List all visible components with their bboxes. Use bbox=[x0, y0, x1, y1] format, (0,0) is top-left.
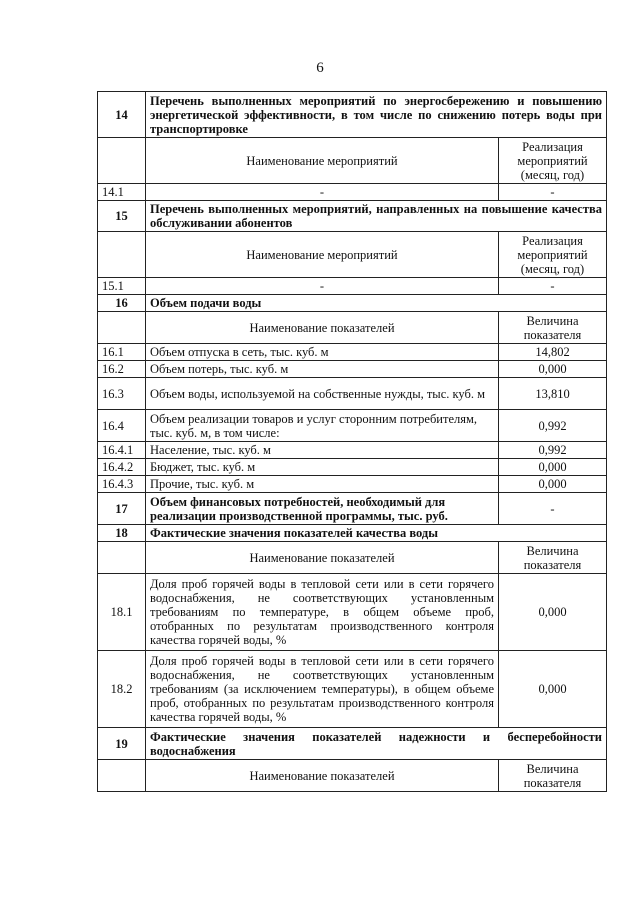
row-number: 16.3 bbox=[98, 378, 146, 410]
section-18-column-header bbox=[98, 542, 607, 574]
row-number: 16.4 bbox=[98, 410, 146, 442]
row-name: Объем реализации товаров и услуг сторонним потребителям, тыс. куб. м, в том числе: bbox=[146, 410, 499, 442]
empty-cell bbox=[98, 760, 146, 792]
row-name: - bbox=[146, 184, 499, 201]
column-header-value: Величина показателя bbox=[499, 760, 607, 792]
section-title: Фактические значения показателей надежности и бесперебойности водоснабжения bbox=[146, 728, 607, 760]
table-row bbox=[98, 184, 607, 201]
row-value: 0,992 bbox=[499, 410, 607, 442]
row-number: 15.1 bbox=[98, 278, 146, 295]
section-16-header bbox=[98, 295, 607, 312]
table-row bbox=[98, 410, 607, 442]
row-number: 16.1 bbox=[98, 344, 146, 361]
column-header-name: Наименование показателей bbox=[146, 312, 499, 344]
section-14-column-header bbox=[98, 138, 607, 184]
row-name: - bbox=[146, 278, 499, 295]
row-value: 14,802 bbox=[499, 344, 607, 361]
table-row bbox=[98, 574, 607, 651]
row-number: 18.1 bbox=[98, 574, 146, 651]
section-title: Объем подачи воды bbox=[146, 295, 607, 312]
column-header-value: Величина показателя bbox=[499, 312, 607, 344]
report-table bbox=[97, 91, 607, 792]
row-name: Доля проб горячей воды в тепловой сети или в сети горячего водоснабжения, не соответствующих установленным требованиям по температуре, в общем объеме проб, отобранных по результатам производственного контроля качества горячей воды, % bbox=[146, 574, 499, 651]
row-number: 16.4.3 bbox=[98, 476, 146, 493]
section-title: Перечень выполненных мероприятий по энергосбережению и повышению энергетической эффективности, в том числе по снижению потерь воды при транспортировке bbox=[146, 92, 607, 138]
section-number: 19 bbox=[98, 728, 146, 760]
section-number: 16 bbox=[98, 295, 146, 312]
table-row bbox=[98, 442, 607, 459]
table-row bbox=[98, 344, 607, 361]
section-value: - bbox=[499, 493, 607, 525]
table-row bbox=[98, 361, 607, 378]
section-18-header bbox=[98, 525, 607, 542]
section-number: 17 bbox=[98, 493, 146, 525]
table-row bbox=[98, 278, 607, 295]
section-16-column-header bbox=[98, 312, 607, 344]
row-value: - bbox=[499, 278, 607, 295]
section-title: Перечень выполненных мероприятий, направленных на повышение качества обслуживании абонентов bbox=[146, 201, 607, 232]
section-number: 15 bbox=[98, 201, 146, 232]
table-row bbox=[98, 378, 607, 410]
section-15-header bbox=[98, 201, 607, 232]
row-value: 0,000 bbox=[499, 459, 607, 476]
section-19-column-header bbox=[98, 760, 607, 792]
section-15-column-header bbox=[98, 232, 607, 278]
row-name: Прочие, тыс. куб. м bbox=[146, 476, 499, 493]
row-name: Объем воды, используемой на собственные нужды, тыс. куб. м bbox=[146, 378, 499, 410]
row-value: - bbox=[499, 184, 607, 201]
row-name: Бюджет, тыс. куб. м bbox=[146, 459, 499, 476]
column-header-name: Наименование мероприятий bbox=[146, 138, 499, 184]
empty-cell bbox=[98, 232, 146, 278]
empty-cell bbox=[98, 542, 146, 574]
section-number: 18 bbox=[98, 525, 146, 542]
row-value: 0,000 bbox=[499, 574, 607, 651]
row-number: 16.2 bbox=[98, 361, 146, 378]
empty-cell bbox=[98, 312, 146, 344]
row-name: Население, тыс. куб. м bbox=[146, 442, 499, 459]
row-number: 16.4.1 bbox=[98, 442, 146, 459]
row-name: Объем отпуска в сеть, тыс. куб. м bbox=[146, 344, 499, 361]
section-19-header bbox=[98, 728, 607, 760]
column-header-name: Наименование показателей bbox=[146, 542, 499, 574]
column-header-name: Наименование показателей bbox=[146, 760, 499, 792]
table-row bbox=[98, 651, 607, 728]
row-number: 14.1 bbox=[98, 184, 146, 201]
column-header-value: Реализация мероприятий (месяц, год) bbox=[499, 232, 607, 278]
section-17-header bbox=[98, 493, 607, 525]
row-number: 16.4.2 bbox=[98, 459, 146, 476]
page-number: 6 bbox=[316, 60, 324, 76]
row-value: 0,000 bbox=[499, 476, 607, 493]
table-row bbox=[98, 476, 607, 493]
row-value: 0,000 bbox=[499, 361, 607, 378]
table-row bbox=[98, 459, 607, 476]
section-14-header bbox=[98, 92, 607, 138]
empty-cell bbox=[98, 138, 146, 184]
row-name: Объем потерь, тыс. куб. м bbox=[146, 361, 499, 378]
row-value: 13,810 bbox=[499, 378, 607, 410]
row-value: 0,992 bbox=[499, 442, 607, 459]
section-title: Фактические значения показателей качества воды bbox=[146, 525, 607, 542]
section-number: 14 bbox=[98, 92, 146, 138]
column-header-value: Величина показателя bbox=[499, 542, 607, 574]
row-number: 18.2 bbox=[98, 651, 146, 728]
column-header-value: Реализация мероприятий (месяц, год) bbox=[499, 138, 607, 184]
column-header-name: Наименование мероприятий bbox=[146, 232, 499, 278]
row-name: Доля проб горячей воды в тепловой сети или в сети горячего водоснабжения, не соответствующих установленным требованиям (за исключением температуры), в общем объеме проб, отобранных по результатам производственного контроля качества горячей воды, % bbox=[146, 651, 499, 728]
section-title: Объем финансовых потребностей, необходимый для реализации производственной программы, тыс. руб. bbox=[146, 493, 499, 525]
row-value: 0,000 bbox=[499, 651, 607, 728]
